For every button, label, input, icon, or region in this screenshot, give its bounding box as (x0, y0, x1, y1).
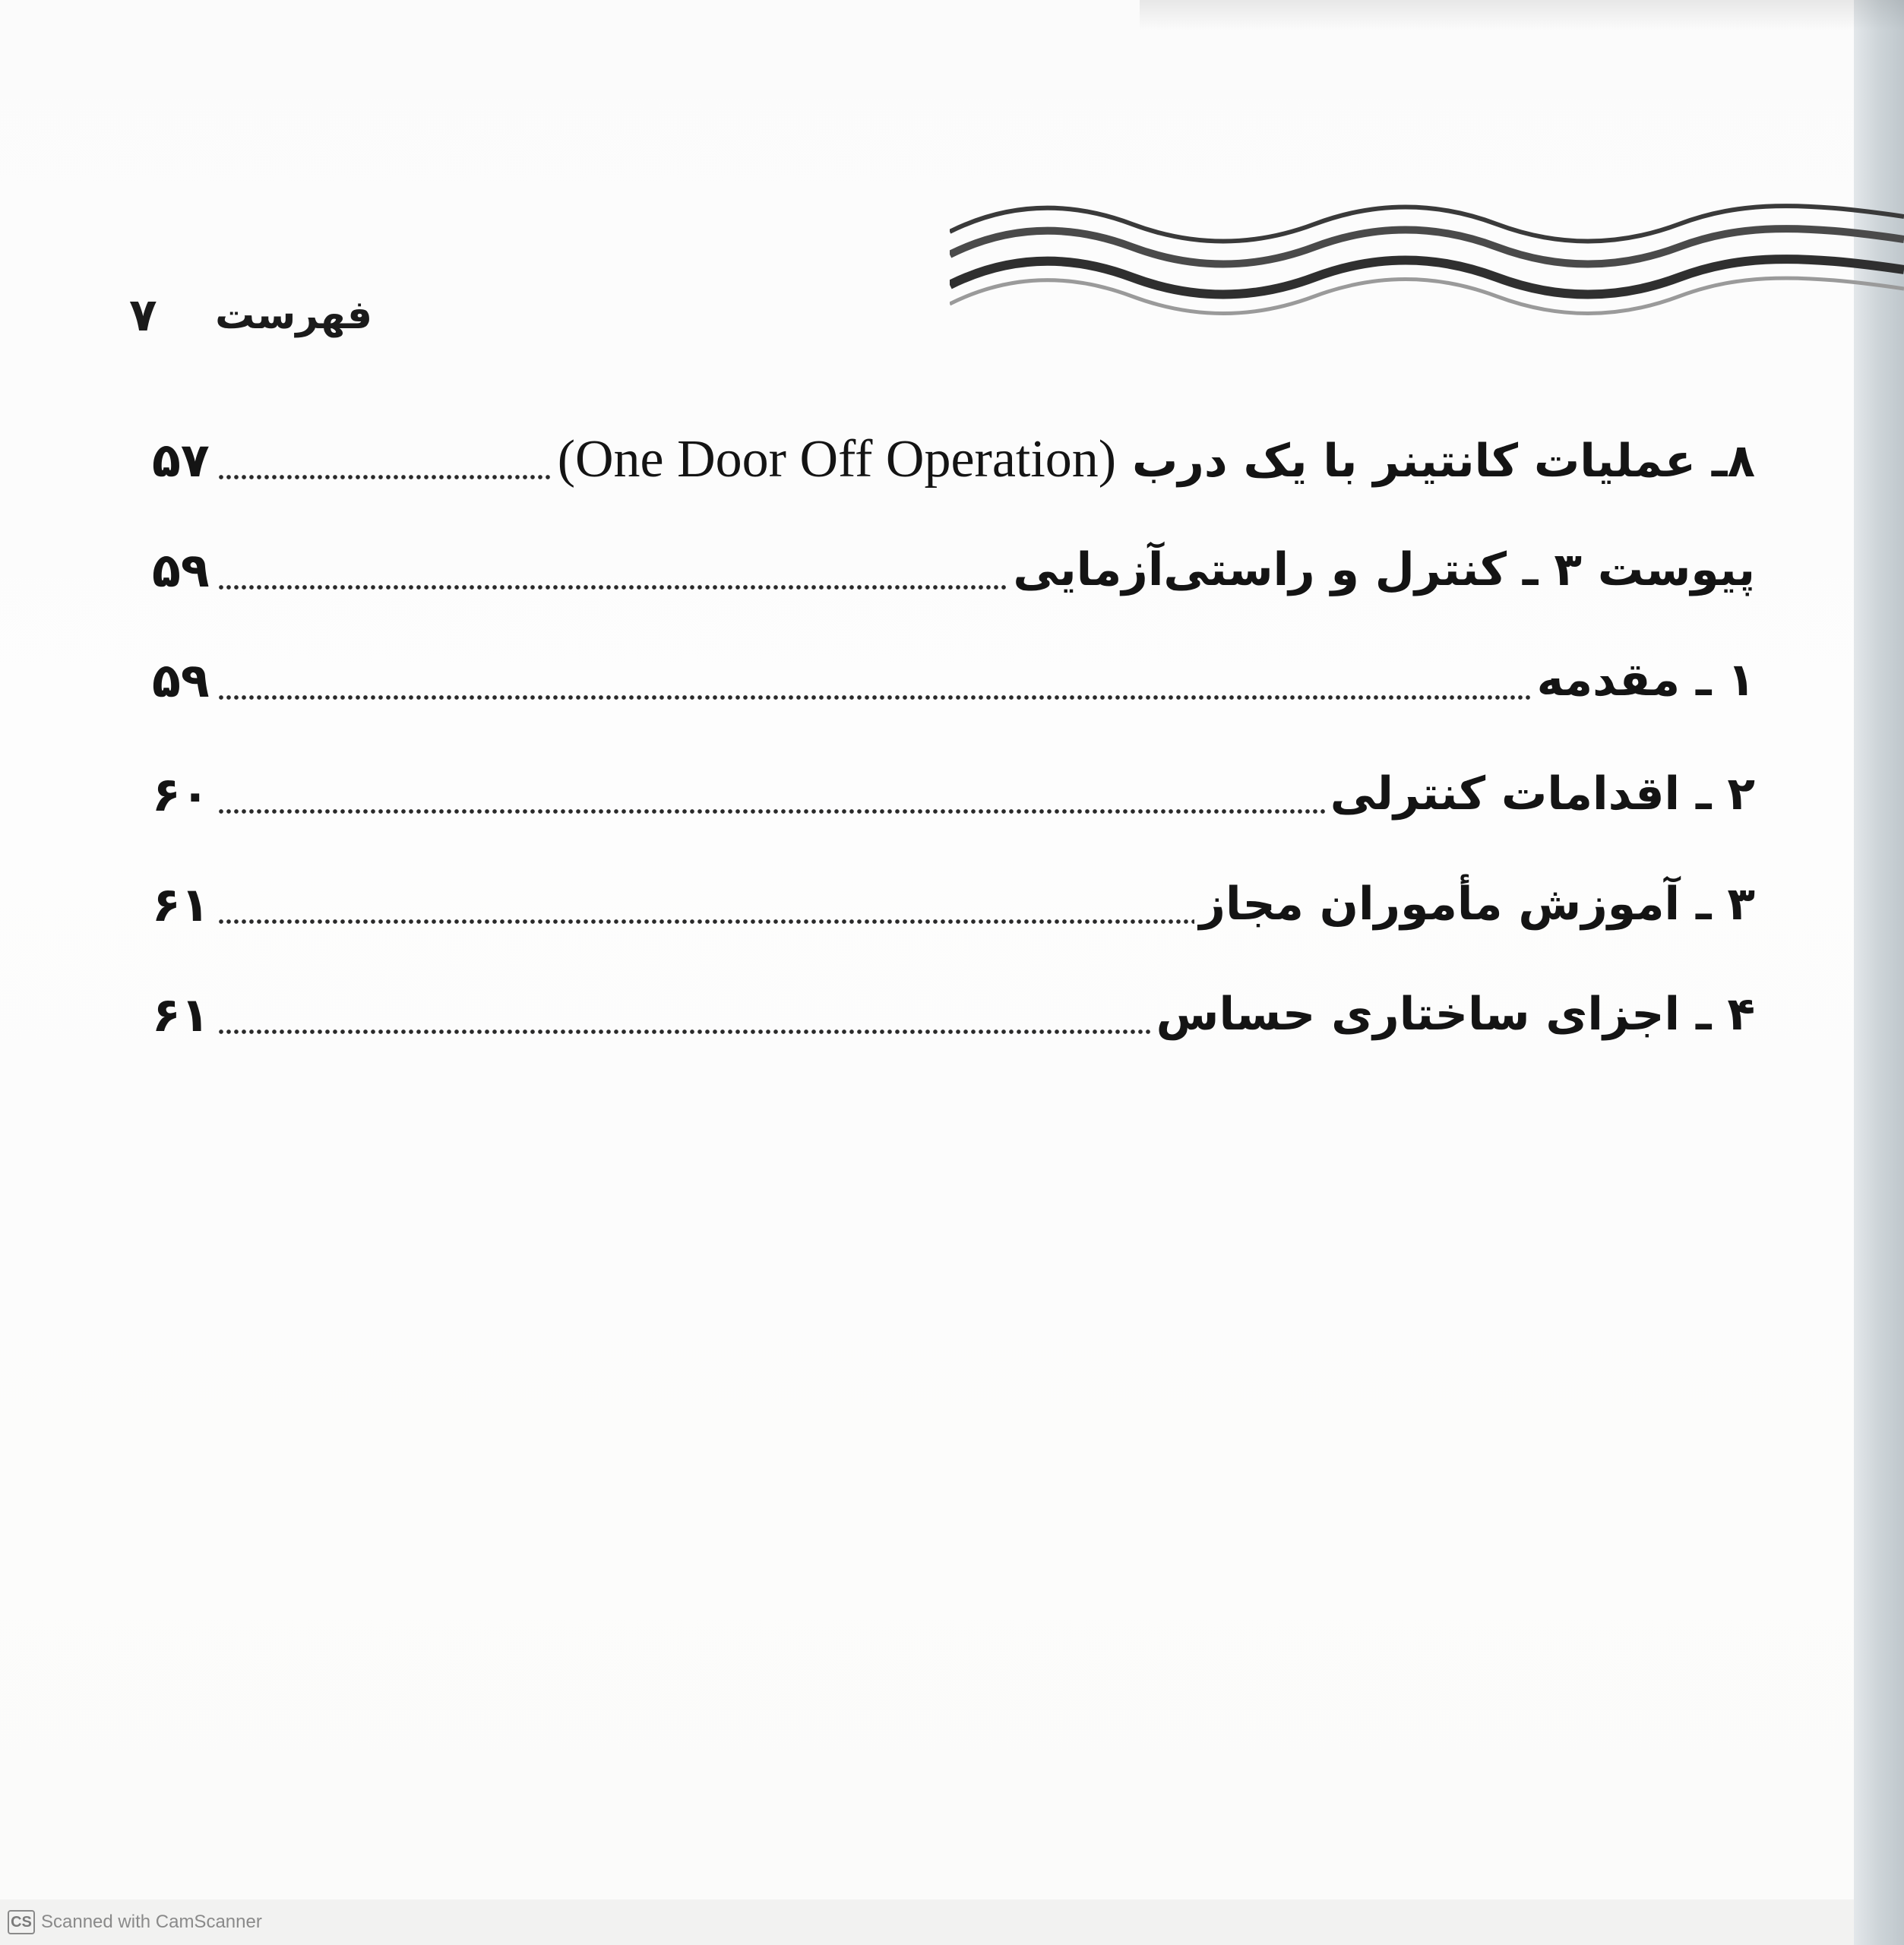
toc-entry-page: ۶۰ (152, 766, 210, 822)
header-section-title: فهرست (215, 293, 372, 338)
toc-entry-page: ۵۹ (152, 542, 210, 598)
toc-entry-page: ۵۷ (152, 432, 210, 488)
toc-entry-title (558, 429, 1755, 490)
toc-entry-title-text: ۸ـ عملیات کانتینر با یک درب (1132, 435, 1755, 488)
toc-entry-page: ۶۱ (152, 876, 210, 932)
toc-entry-page: ۵۹ (152, 652, 210, 708)
dot-leader (217, 584, 1008, 591)
toc-entry-title: ۱ ـ مقدمه (1536, 653, 1755, 707)
toc-entry (152, 976, 1755, 1052)
scanner-text: Scanned with CamScanner (41, 1912, 262, 1932)
decorative-waves (950, 201, 1904, 338)
dot-leader (217, 694, 1532, 701)
toc-entry (152, 422, 1755, 498)
camscanner-logo-icon: CS (8, 1910, 35, 1934)
toc-entry (152, 866, 1755, 942)
toc-entry-title: پیوست ۳ ـ کنترل و راستی‌آزمایی (1013, 543, 1755, 596)
toc-entry-title: ۴ ـ اجزای ساختاری حساس (1156, 988, 1755, 1041)
toc-entry (152, 756, 1755, 832)
toc-entry-title: ۳ ـ آموزش مأموران مجاز (1199, 878, 1755, 931)
dot-leader (217, 808, 1326, 815)
header-page-number: ۷ (129, 289, 157, 342)
toc-entry (152, 532, 1755, 608)
toc-entry (152, 642, 1755, 718)
toc-entry-page: ۶۱ (152, 986, 210, 1042)
dot-leader (217, 918, 1194, 925)
dot-leader (217, 473, 553, 481)
dot-leader (217, 1028, 1152, 1036)
toc-entry-title: ۲ ـ اقدامات کنترلی (1330, 767, 1755, 821)
running-head (129, 281, 372, 349)
toc-entry-title-latin: (One Door Off Operation) (557, 430, 1117, 489)
page-shadow (1140, 0, 1904, 30)
scanner-watermark (8, 1907, 262, 1937)
